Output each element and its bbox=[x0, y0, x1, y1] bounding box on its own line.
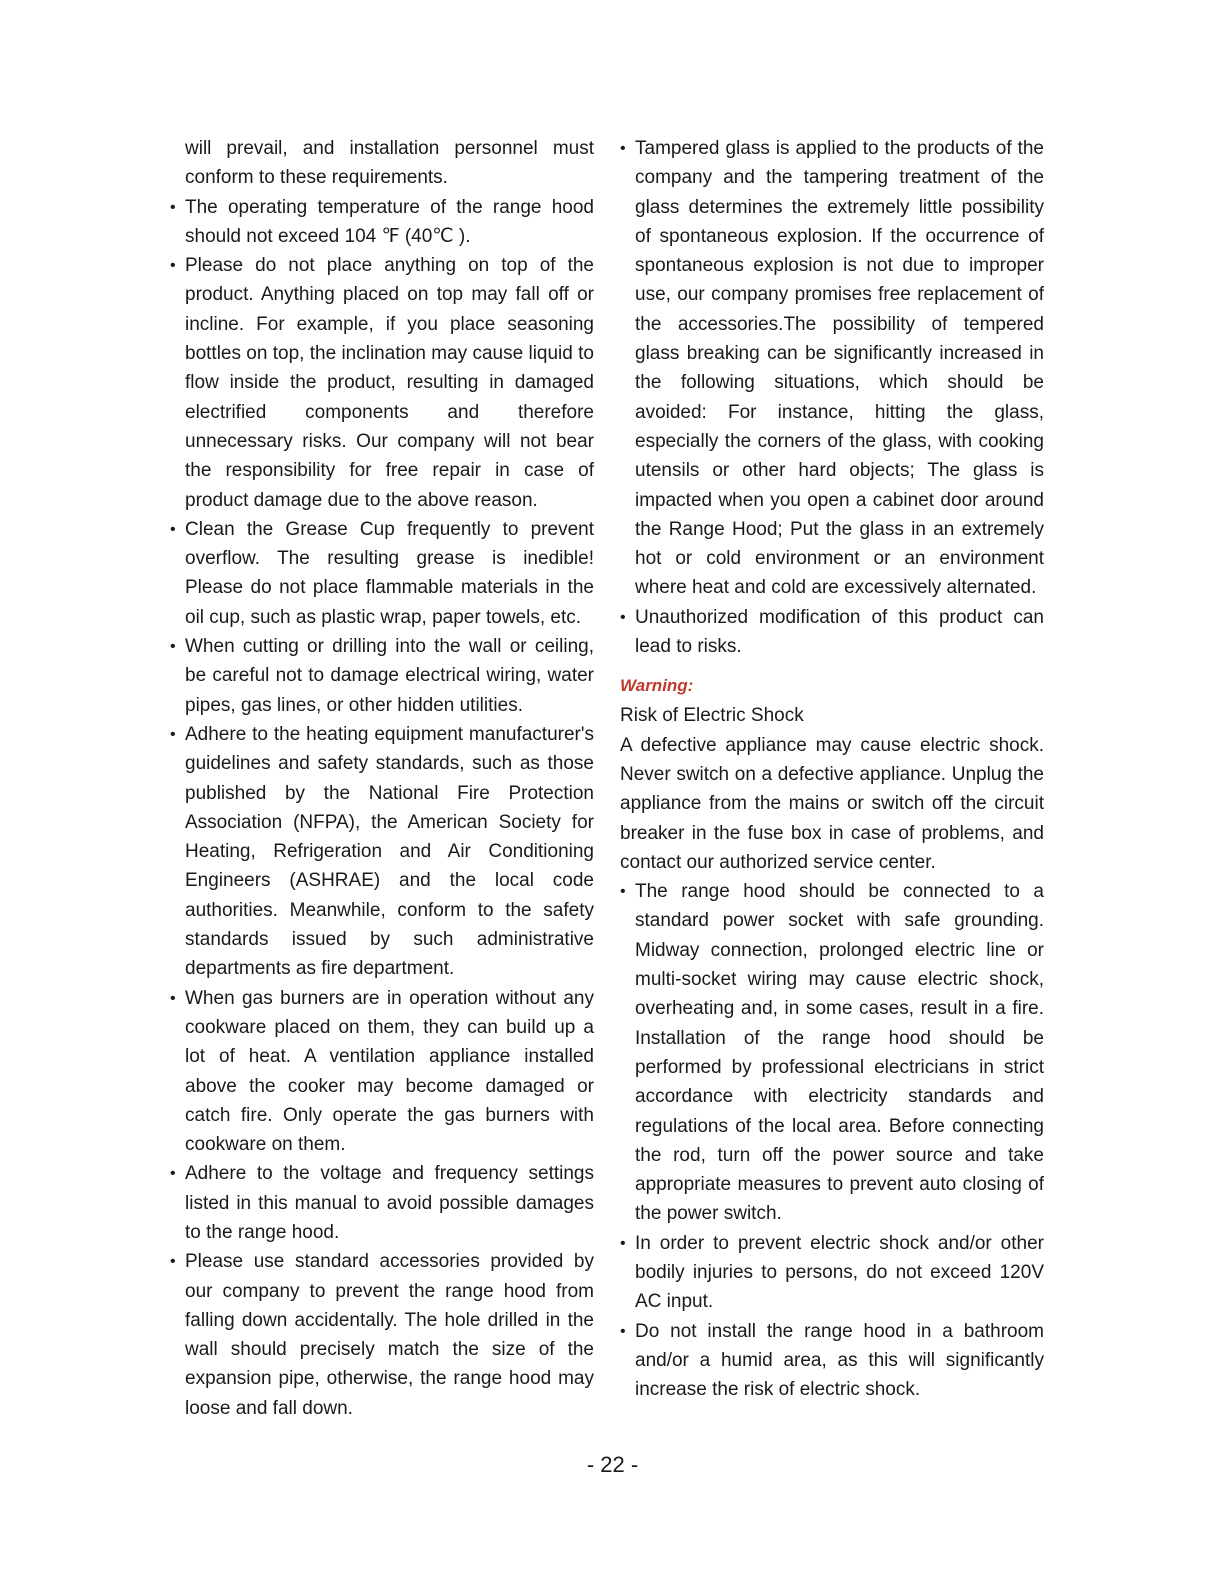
bullet-icon: • bbox=[170, 198, 176, 216]
bullet-icon: • bbox=[170, 1253, 176, 1271]
list-item bbox=[168, 515, 594, 632]
list-item-text: In order to prevent electric shock and/or other bodily injuries to persons, do not exceed 120V AC input. bbox=[635, 1232, 1044, 1313]
list-item bbox=[618, 134, 1044, 603]
bullet-icon: • bbox=[170, 1165, 176, 1183]
bullet-icon: • bbox=[620, 140, 626, 157]
list-item bbox=[168, 720, 594, 984]
list-item-text: Tampered glass is applied to the products of the company and the tampering treatment of the glass determines the extremely little possibility of spontaneous explosion. If the occurrence of spontaneous explosion is not due to improper use, our company promises free replacement of the accessories.The possibility of tempered glass breaking can be significantly increased in the following situations, which should be avoided: For instance, hitting the glass, especially the corners of the glass, with cooking utensils or other hard objects; The glass is impacted when you open a cabinet door around the Range Hood; Put the glass in an extremely hot or cold environment or an environment where heat and cold are excessively alternated. bbox=[635, 138, 1044, 599]
bullet-icon: • bbox=[620, 1234, 626, 1252]
list-item bbox=[168, 193, 594, 252]
page-number: - 22 - bbox=[586, 1452, 639, 1477]
left-bullet-list bbox=[168, 193, 594, 1423]
bullet-icon: • bbox=[170, 989, 176, 1007]
list-item-text: When gas burners are in operation without any cookware placed on them, they can build up a lot of heat. A ventilation appliance installed above the cooker may become damaged or catch fire. Only operate the gas burners with cookware on them. bbox=[185, 987, 594, 1156]
list-item bbox=[618, 877, 1044, 1229]
warning-subtitle: Risk of Electric Shock bbox=[620, 705, 804, 727]
list-item-text: Adhere to the voltage and frequency settings listed in this manual to avoid possible damages to the range hood. bbox=[185, 1163, 594, 1243]
bullet-icon: • bbox=[620, 608, 626, 626]
warning-text: A defective appliance may cause electric shock. Never switch on a defective appliance. Unplug the appliance from the mains or switch off the circuit breaker in the fuse box in case of problems, and contact our authorized service center. bbox=[620, 734, 1044, 873]
list-item bbox=[618, 1317, 1044, 1405]
list-item-text: Please do not place anything on top of the product. Anything placed on top may fall off or incline. For example, if you place seasoning bottles on top, the inclination may cause liquid to flow inside the product, resulting in damaged electrified components and therefore unnecessary risks. Our company will not bear the responsibility for free repair in case of product damage due to the above reason. bbox=[185, 255, 594, 511]
list-item bbox=[618, 603, 1044, 662]
list-item-text: Do not install the range hood in a bathroom and/or a humid area, as this will significantly increase the risk of electric shock. bbox=[635, 1320, 1044, 1401]
bullet-icon: • bbox=[620, 1322, 626, 1340]
list-item-text: Adhere to the heating equipment manufacturer's guidelines and safety standards, such as those published by the National Fire Protection Association (NFPA), the American Society for Heating, Refrigeration and Air Conditioning Engineers (ASHRAE) and the local code authorities. Meanwhile, conform to the safety standards issued by such administrative departments as fire department. bbox=[185, 723, 594, 980]
left-column bbox=[168, 134, 594, 1423]
right-bullet-list-bottom bbox=[618, 877, 1044, 1404]
right-column bbox=[618, 134, 1044, 1404]
list-item bbox=[618, 1229, 1044, 1317]
list-item-text: Please use standard accessories provided by our company to prevent the range hood from falling down accidentally. The hole drilled in the wall should precisely match the size of the expansion pipe, otherwise, the range hood may loose and fall down. bbox=[185, 1251, 594, 1419]
warning-heading: Warning: bbox=[620, 676, 694, 696]
right-bullet-list-top bbox=[618, 134, 1044, 661]
list-item bbox=[168, 984, 594, 1160]
list-item-text: The range hood should be connected to a standard power socket with safe grounding. Midway connection, prolonged electric line or multi-socket wiring may cause electric shock, overheating and, in some cases, result in a fire. Installation of the range hood should be performed by professional electricians in strict accordance with electricity standards and regulations of the local area. Before connecting the rod, turn off the power source and take appropriate measures to prevent auto closing of the power switch. bbox=[635, 881, 1044, 1225]
bullet-icon: • bbox=[620, 883, 626, 901]
list-item-text: When cutting or drilling into the wall or ceiling, be careful not to damage electrical wiring, water pipes, gas lines, or other hidden utilities. bbox=[185, 636, 594, 716]
bullet-icon: • bbox=[170, 520, 176, 538]
continuation-text: will prevail, and installation personnel must conform to these requirements. bbox=[185, 138, 594, 189]
bullet-icon: • bbox=[170, 725, 176, 743]
list-item bbox=[168, 251, 594, 515]
list-item-text: Unauthorized modification of this product can lead to risks. bbox=[635, 606, 1044, 658]
list-item bbox=[168, 1159, 594, 1247]
list-item-text: Clean the Grease Cup frequently to prevent overflow. The resulting grease is inedible! Please do not place flammable materials in the oil cup, such as plastic wrap, paper towels, etc. bbox=[185, 518, 594, 628]
bullet-icon: • bbox=[170, 638, 176, 656]
list-item bbox=[168, 1247, 594, 1423]
list-item bbox=[168, 632, 594, 720]
list-item-text: The operating temperature of the range hood should not exceed 104 ℉ (40℃ ). bbox=[185, 196, 594, 247]
bullet-icon: • bbox=[170, 257, 176, 275]
